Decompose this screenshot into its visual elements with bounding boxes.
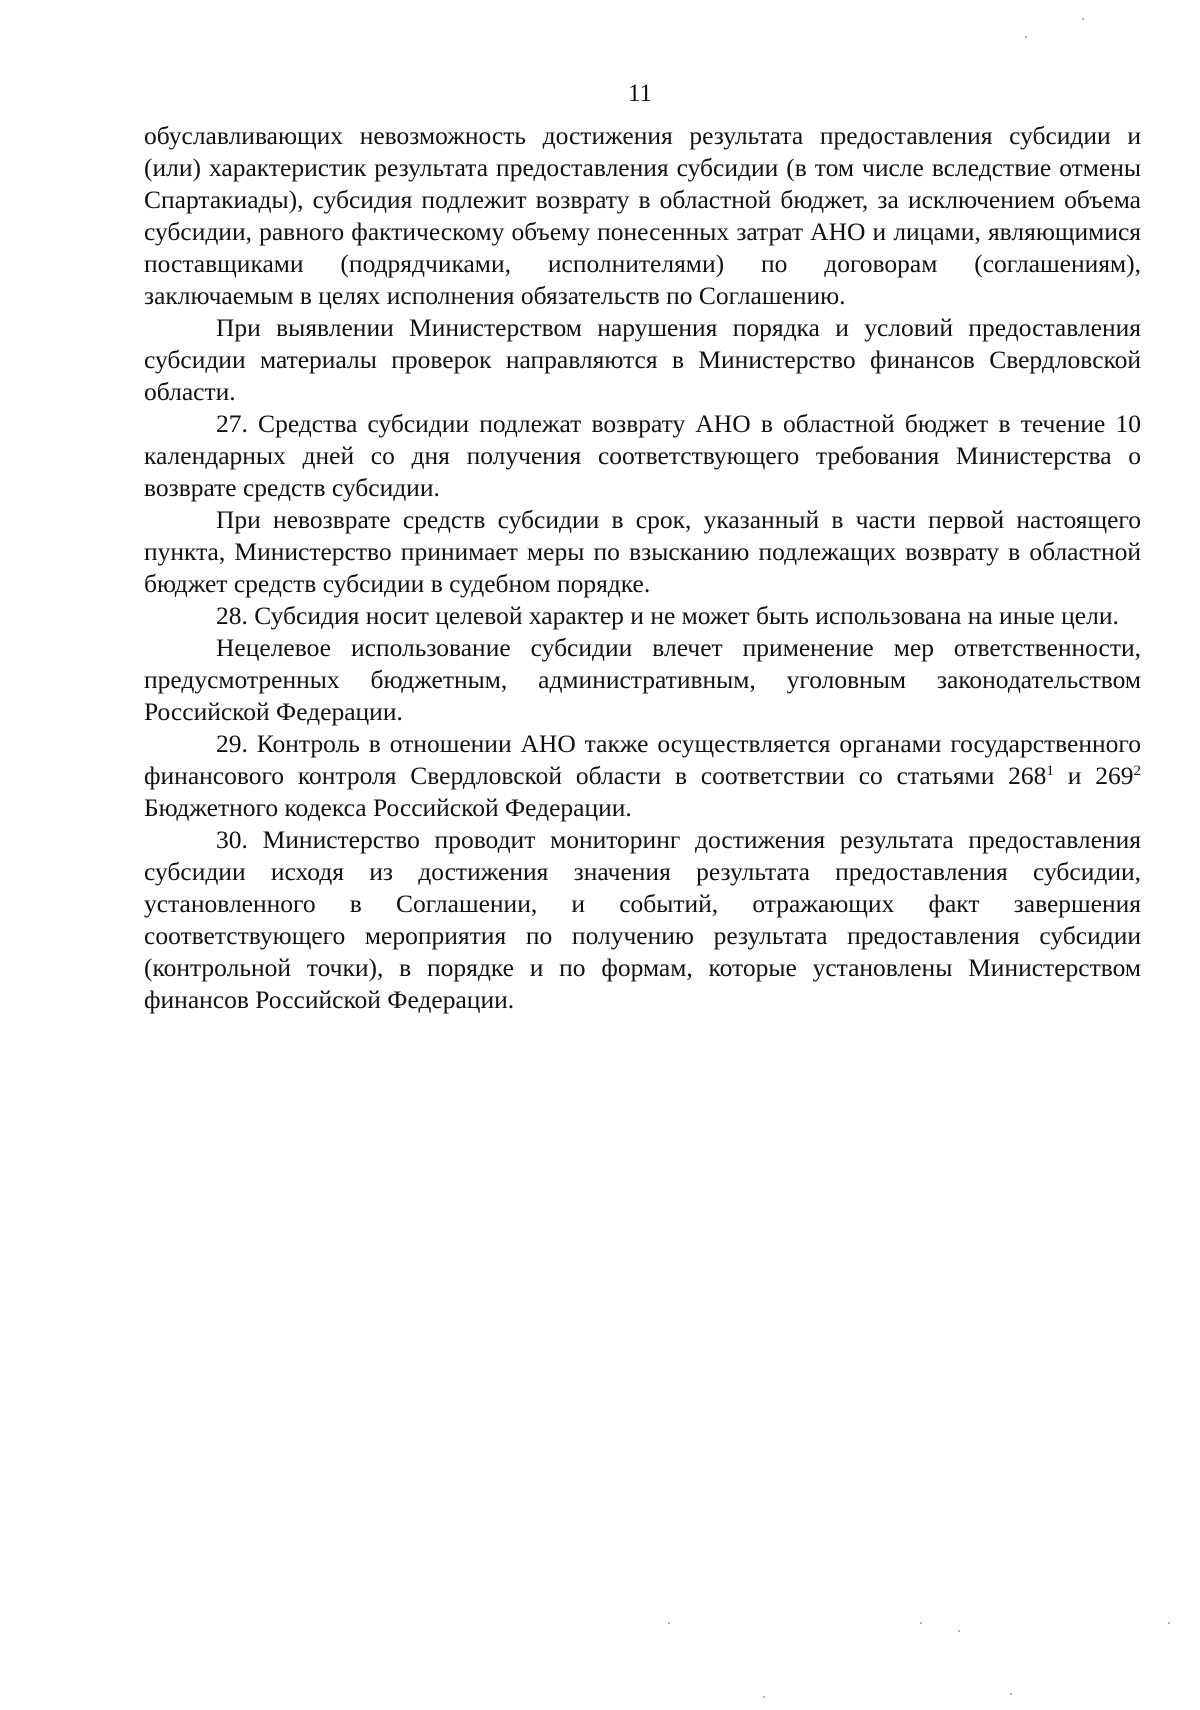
scan-speck — [920, 1622, 922, 1624]
page-number: 11 — [627, 80, 653, 107]
item-29-text-c: Бюджетного кодекса Российской Федерации. — [144, 793, 632, 822]
paragraph-item-28: 28. Субсидия носит целевой характер и не может быть использована на иные цели. — [216, 601, 1119, 630]
paragraph-item-30: 30. Министерство проводит мониторинг достижения результата предоставления субсидии исходя из достижения значения результата предоставления субсидии, установленного в Соглашении, и событий, отражающих факт завершения соответствующего мероприятия по получению результата предоставления субсидии (контрольной точки), в порядке и по формам, которые установлены Министерством финансов Российской Федерации. — [144, 825, 1141, 1014]
superscript-2: 2 — [1133, 763, 1141, 779]
paragraph-misuse-liability: Нецелевое использование субсидии влечет применение мер ответственности, предусмотренных бюджетным, административным, уголовным законодательством Российской Федерации. — [144, 633, 1141, 726]
superscript-1: 1 — [1046, 763, 1054, 779]
scan-speck — [668, 1622, 670, 1624]
paragraph-ministry-violations: При выявлении Министерством нарушения порядка и условий предоставления субсидии материалы проверок направляются в Министерство финансов Свердловской области. — [144, 313, 1141, 406]
scan-speck — [958, 1630, 960, 1632]
paragraph-item-27: 27. Средства субсидии подлежат возврату АНО в областной бюджет в течение 10 календарных дней со дня получения соответствующего требования Министерства о возврате средств субсидии. — [144, 409, 1141, 502]
paragraph-item-29 — [144, 728, 1141, 824]
item-29-text-a: 29. Контроль в отношении АНО также осуществляется органами государственного финансового контроля Свердловской области в соответствии со статьями 268 — [144, 729, 1141, 790]
item-29-text-b: и 269 — [1053, 761, 1134, 790]
scan-speck — [763, 1696, 765, 1698]
paragraph-non-return: При невозврате средств субсидии в срок, указанный в части первой настоящего пункта, Министерство принимает меры по взысканию подлежащих возврату в областной бюджет средств субсидии в судебном порядке. — [144, 505, 1141, 598]
scan-speck — [1168, 1622, 1170, 1624]
scan-speck — [1025, 36, 1027, 38]
paragraph-continuation: обуславливающих невозможность достижения результата предоставления субсидии и (или) характеристик результата предоставления субсидии (в том числе вследствие отмены Спартакиады), субсидия подлежит возврату в областной бюджет, за исключением объема субсидии, равного фактическому объему понесенных затрат АНО и лицами, являющимися поставщиками (подрядчиками, исполнителями) по договорам (соглашениям), заключаемым в целях исполнения обязательств по Соглашению. — [144, 121, 1141, 310]
scan-speck — [1082, 18, 1084, 20]
scan-speck — [1010, 1693, 1012, 1695]
document-body — [144, 120, 1141, 1016]
